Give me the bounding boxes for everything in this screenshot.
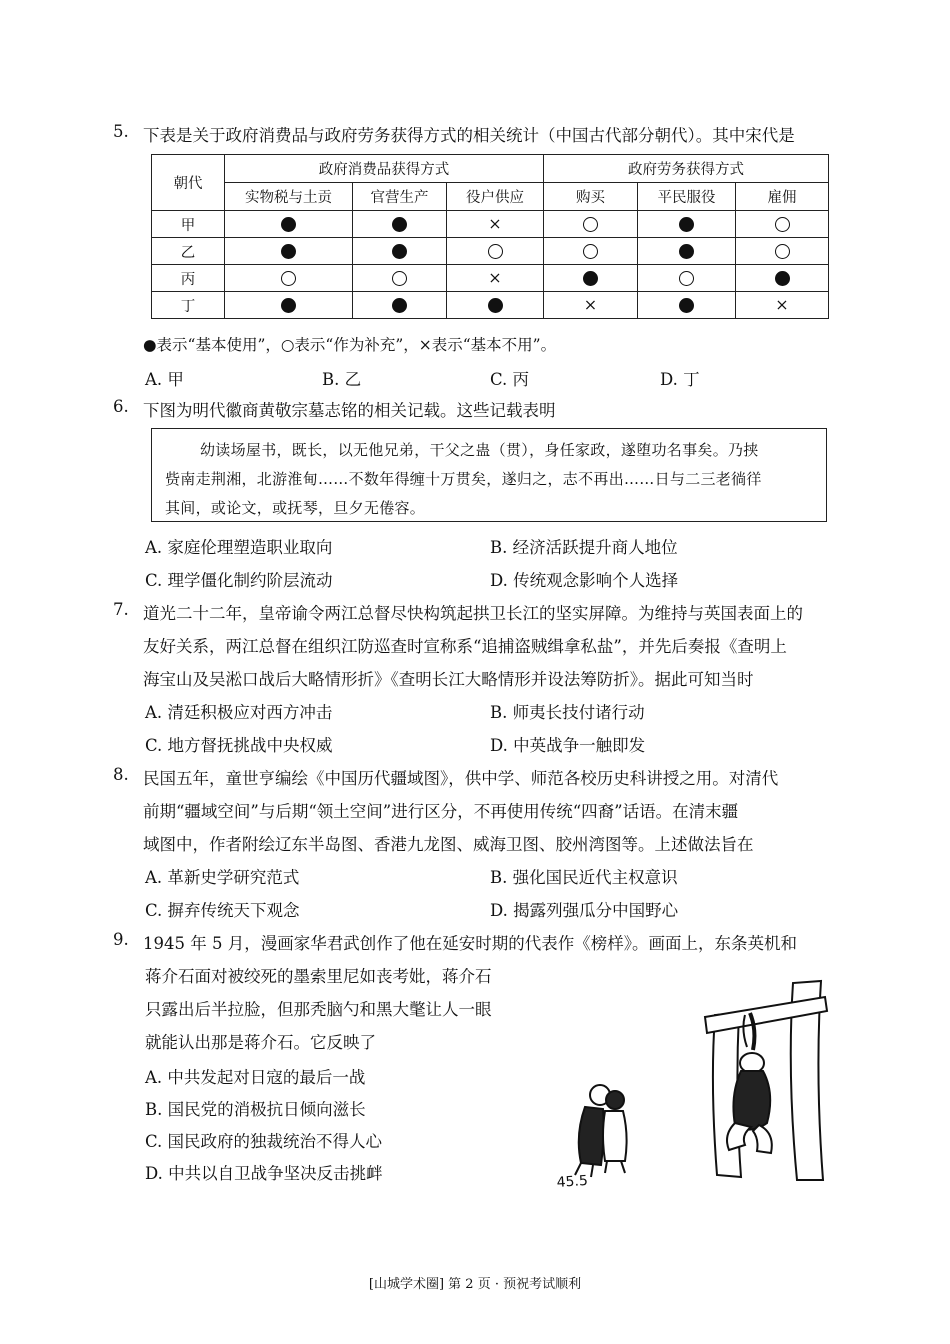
q8-option-d[interactable]: D. 揭露列强瓜分中国野心 xyxy=(490,901,679,920)
dynasty-label: 丁 xyxy=(152,292,225,319)
table-cell xyxy=(638,211,736,238)
q5-option-c[interactable]: C. 丙 xyxy=(490,370,530,389)
table-cell xyxy=(638,238,736,265)
q8-option-b[interactable]: B. 强化国民近代主权意识 xyxy=(490,868,678,887)
table-cell xyxy=(736,238,829,265)
dynasty-header: 朝代 xyxy=(152,155,225,211)
hollow-circle-icon xyxy=(583,217,598,232)
cross-icon: × xyxy=(775,295,789,314)
question-5-number: 5. xyxy=(113,122,129,141)
table-cell xyxy=(447,238,544,265)
q7-option-c[interactable]: C. 地方督抚挑战中央权威 xyxy=(145,736,333,755)
question-9-stem-line: 蒋介石面对被绞死的墨索里尼如丧考妣，蒋介石 xyxy=(145,967,492,986)
hollow-circle-icon xyxy=(281,271,296,286)
question-6-stem: 下图为明代徽商黄敬宗墓志铭的相关记载。这些记载表明 xyxy=(143,401,556,420)
q6-option-b[interactable]: B. 经济活跃提升商人地位 xyxy=(490,538,678,557)
q5-option-a[interactable]: A. 甲 xyxy=(145,370,184,389)
dynasty-label: 丙 xyxy=(152,265,225,292)
hollow-circle-icon xyxy=(583,244,598,259)
table-cell xyxy=(225,292,353,319)
table-cell xyxy=(736,211,829,238)
question-7-stem-line: 道光二十二年，皇帝谕令两江总督尽快构筑起拱卫长江的坚实屏障。为维持与英国表面上的 xyxy=(143,604,803,623)
cartoon-illustration xyxy=(545,975,845,1195)
quote-line: 其间，或论文，或抚琴，旦夕无倦容。 xyxy=(165,499,426,517)
table-cell xyxy=(353,211,447,238)
filled-circle-icon xyxy=(488,298,503,313)
question-9-stem-line: 就能认出那是蒋介石。它反映了 xyxy=(145,1033,376,1052)
question-8-stem-line: 民国五年，童世亨编绘《中国历代疆域图》，供中学、师范各校历史科讲授之用。对清代 xyxy=(143,769,779,788)
table-row xyxy=(152,211,829,238)
question-7-number: 7. xyxy=(113,600,129,619)
q9-option-b[interactable]: B. 国民党的消极抗日倾向滋长 xyxy=(145,1100,366,1119)
filled-circle-icon xyxy=(281,298,296,313)
q6-option-c[interactable]: C. 理学僵化制约阶层流动 xyxy=(145,571,333,590)
table-cell xyxy=(544,238,638,265)
table-cell xyxy=(225,211,353,238)
table-cell xyxy=(736,292,829,319)
column-header: 实物税与土贡 xyxy=(225,183,353,211)
dynasty-label: 甲 xyxy=(152,211,225,238)
hollow-circle-icon xyxy=(488,244,503,259)
filled-circle-icon xyxy=(281,244,296,259)
cross-icon: × xyxy=(583,295,598,314)
q8-option-a[interactable]: A. 革新史学研究范式 xyxy=(145,868,300,887)
q9-option-c[interactable]: C. 国民政府的独裁统治不得人心 xyxy=(145,1132,383,1151)
q9-option-a[interactable]: A. 中共发起对日寇的最后一战 xyxy=(145,1068,366,1087)
dynasty-label: 乙 xyxy=(152,238,225,265)
hollow-circle-icon xyxy=(679,271,694,286)
table-row xyxy=(152,238,829,265)
table-cell xyxy=(353,265,447,292)
q7-option-b[interactable]: B. 师夷长技付诸行动 xyxy=(490,703,645,722)
cartoon-date: 45.5 xyxy=(556,1172,589,1191)
cross-icon: × xyxy=(488,214,502,233)
hollow-circle-icon xyxy=(775,244,790,259)
question-9-stem-line: 1945 年 5 月，漫画家华君武创作了他在延安时期的代表作《榜样》。画面上，东条英机和 xyxy=(143,934,797,953)
column-header: 雇佣 xyxy=(736,183,829,211)
q7-option-d[interactable]: D. 中英战争一触即发 xyxy=(490,736,646,755)
table-cell xyxy=(638,265,736,292)
table-cell xyxy=(447,265,544,292)
q5-option-d[interactable]: D. 丁 xyxy=(660,370,700,389)
q8-option-c[interactable]: C. 摒弃传统天下观念 xyxy=(145,901,300,920)
q6-option-d[interactable]: D. 传统观念影响个人选择 xyxy=(490,571,679,590)
table-cell xyxy=(447,211,544,238)
q7-option-a[interactable]: A. 清廷积极应对西方冲击 xyxy=(145,703,333,722)
filled-circle-icon xyxy=(392,244,407,259)
q6-option-a[interactable]: A. 家庭伦理塑造职业取向 xyxy=(145,538,333,557)
hollow-circle-icon xyxy=(392,271,407,286)
q6-quote-box xyxy=(151,428,827,522)
table-cell xyxy=(544,211,638,238)
filled-circle-icon xyxy=(583,271,598,286)
q5-statistics-table xyxy=(151,154,829,319)
labor-header: 政府劳务获得方式 xyxy=(544,155,829,183)
question-8-stem-line: 前期“疆域空间”与后期“领土空间”进行区分，不再使用传统“四裔”话语。在清末疆 xyxy=(143,802,739,821)
cross-icon: × xyxy=(488,268,502,287)
table-cell xyxy=(225,238,353,265)
question-7-stem-line: 海宝山及吴淞口战后大略情形折》《查明长江大略情形并设法筹防折》。据此可知当时 xyxy=(143,670,754,689)
question-5-stem: 下表是关于政府消费品与政府劳务获得方式的相关统计（中国古代部分朝代）。其中宋代是 xyxy=(143,126,795,145)
filled-circle-icon xyxy=(679,217,694,232)
column-header: 役户供应 xyxy=(447,183,544,211)
question-7-stem-line: 友好关系，两江总督在组织江防巡查时宣称系“追捕盗贼缉拿私盐”，并先后奏报《查明上 xyxy=(143,637,787,656)
table-cell xyxy=(544,265,638,292)
table-row xyxy=(152,292,829,319)
question-6-number: 6. xyxy=(113,397,129,416)
question-9-stem-line: 只露出后半拉脸，但那秃脑勺和黑大氅让人一眼 xyxy=(145,1000,492,1019)
q5-option-b[interactable]: B. 乙 xyxy=(322,370,362,389)
filled-circle-icon xyxy=(281,217,296,232)
q5-legend: ●表示“基本使用”，○表示“作为补充”，×表示“基本不用”。 xyxy=(143,336,557,354)
quote-line: 幼读场屋书，既长，以无他兄弟，干父之蛊（贯），身任家政，遂堕功名事矣。乃挟 xyxy=(200,441,759,459)
column-header: 购买 xyxy=(544,183,638,211)
table-cell xyxy=(353,238,447,265)
table-cell xyxy=(736,265,829,292)
table-cell xyxy=(225,265,353,292)
quote-line: 赀南走荆湘，北游淮甸……不数年得缠十万贯矣，遂归之，志不再出……日与二三老徜徉 xyxy=(165,470,762,488)
filled-circle-icon xyxy=(679,244,694,259)
consumer-goods-header: 政府消费品获得方式 xyxy=(225,155,544,183)
table-row xyxy=(152,265,829,292)
filled-circle-icon xyxy=(392,217,407,232)
table-cell xyxy=(638,292,736,319)
table-cell xyxy=(447,292,544,319)
question-9-number: 9. xyxy=(113,930,129,949)
filled-circle-icon xyxy=(775,271,790,286)
filled-circle-icon xyxy=(679,298,694,313)
page-footer: [山城学术圈] 第 2 页 · 预祝考试顺利 xyxy=(368,1277,582,1292)
question-8-number: 8. xyxy=(113,765,129,784)
table-cell xyxy=(353,292,447,319)
q9-option-d[interactable]: D. 中共以自卫战争坚决反击挑衅 xyxy=(145,1164,383,1183)
hollow-circle-icon xyxy=(775,217,790,232)
table-cell xyxy=(544,292,638,319)
filled-circle-icon xyxy=(392,298,407,313)
column-header: 平民服役 xyxy=(638,183,736,211)
column-header: 官营生产 xyxy=(353,183,447,211)
question-8-stem-line: 域图中，作者附绘辽东半岛图、香港九龙图、威海卫图、胶州湾图等。上述做法旨在 xyxy=(143,835,754,854)
